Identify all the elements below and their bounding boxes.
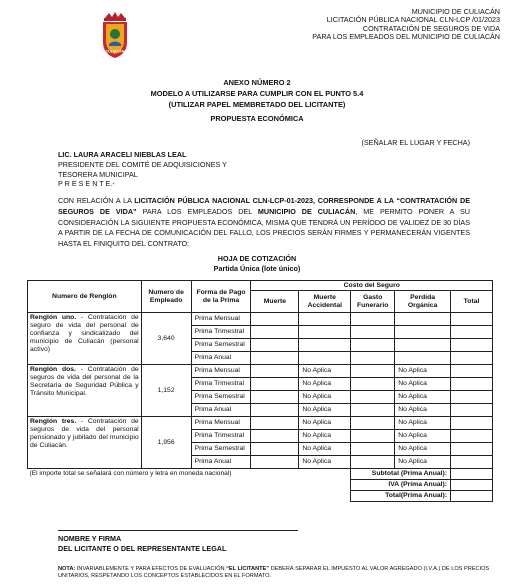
renglon-desc: - Contratación de seguros de vida del personal de la Secretaría de Seguridad Pública y Tránsito Municipal. <box>30 366 139 397</box>
empleados-count: 1,152 <box>141 365 191 417</box>
cell-total[interactable] <box>451 404 493 417</box>
anexo-title: ANEXO NÚMERO 2 <box>223 78 291 87</box>
nota-label: NOTA: <box>58 566 76 572</box>
cell-accidental[interactable]: No Aplica <box>299 417 351 430</box>
table-row <box>28 365 493 378</box>
cell-accidental[interactable]: No Aplica <box>299 391 351 404</box>
cell-total[interactable] <box>451 313 493 326</box>
prima-label: Prima Semestral <box>191 339 251 352</box>
renglon-description <box>28 365 142 417</box>
prima-label: Prima Trimestral <box>191 326 251 339</box>
cell-gasto[interactable] <box>351 417 395 430</box>
nota-bold: “EL LICITANTE” <box>226 566 270 572</box>
renglon-desc: - Contratación de seguros de vida del personal pensionado y jubilado del municipio de Culiacán. <box>30 418 139 449</box>
cell-perdida[interactable]: No Aplica <box>395 443 451 456</box>
nota-text: DEBERÁ SEPARAR EL IMPUESTO AL VALOR AGREGADO (I.V.A.) DE LOS PRECIOS UNITARIOS, RESPETANDO LOS CONCEPTOS ESTABLECIDOS EN EL FORMATO. <box>58 566 490 580</box>
recipient-presente: P R E S E N T E.- <box>58 179 115 189</box>
cell-gasto[interactable] <box>351 430 395 443</box>
header-muerte: Muerte <box>251 291 299 313</box>
cell-gasto[interactable] <box>351 326 395 339</box>
cell-total[interactable] <box>451 391 493 404</box>
cell-perdida[interactable] <box>395 339 451 352</box>
cell-accidental[interactable] <box>299 339 351 352</box>
membretado-title: (UTILIZAR PAPEL MEMBRETADO DEL LICITANTE) <box>168 100 346 109</box>
prima-label: Prima Mensual <box>191 365 251 378</box>
prima-label: Prima Mensual <box>191 313 251 326</box>
cell-total[interactable] <box>451 443 493 456</box>
recipient-block <box>58 150 227 189</box>
cell-perdida[interactable]: No Aplica <box>395 430 451 443</box>
header-line: MUNICIPIO DE CULIACÁN <box>411 7 500 16</box>
prima-label: Prima Anual <box>191 404 251 417</box>
logo-text: CULIACÁN <box>105 49 125 54</box>
footer-note <box>58 566 498 580</box>
table-row <box>28 417 493 430</box>
cell-accidental[interactable] <box>299 352 351 365</box>
header-empleados: Numero de Empleado <box>141 281 191 313</box>
quotation-table <box>27 280 493 502</box>
header-total: Total <box>451 291 493 313</box>
renglon-label: Renglón uno. <box>30 314 77 321</box>
header-muerte-accidental: Muerte Accidental <box>299 291 351 313</box>
cell-gasto[interactable] <box>351 404 395 417</box>
cell-gasto[interactable] <box>351 313 395 326</box>
cell-perdida[interactable] <box>395 326 451 339</box>
recipient-role: PRESIDENTE DEL COMITÉ DE ADQUISICIONES Y <box>58 159 227 169</box>
cell-gasto[interactable] <box>351 339 395 352</box>
paragraph-text: PARA LOS EMPLEADOS DEL <box>136 206 258 216</box>
prima-label: Prima Trimestral <box>191 430 251 443</box>
cell-muerte[interactable] <box>251 313 299 326</box>
cell-total[interactable] <box>451 456 493 469</box>
cell-accidental[interactable]: No Aplica <box>299 456 351 469</box>
iva-value[interactable] <box>451 480 493 491</box>
prima-label: Prima Semestral <box>191 391 251 404</box>
signature-line <box>58 530 298 531</box>
cell-muerte[interactable] <box>251 339 299 352</box>
document-header <box>312 8 500 42</box>
cell-muerte[interactable] <box>251 417 299 430</box>
cell-accidental[interactable] <box>299 326 351 339</box>
cell-accidental[interactable]: No Aplica <box>299 404 351 417</box>
place-date-note: (SEÑALAR EL LUGAR Y FECHA) <box>361 138 470 147</box>
subtotal-value[interactable] <box>451 469 493 480</box>
hoja-title: HOJA DE COTIZACIÓN <box>217 254 297 263</box>
cell-muerte[interactable] <box>251 352 299 365</box>
cell-perdida[interactable]: No Aplica <box>395 417 451 430</box>
cell-total[interactable] <box>451 430 493 443</box>
cell-perdida[interactable]: No Aplica <box>395 365 451 378</box>
header-forma-pago: Forma de Pago de la Prima <box>191 281 251 313</box>
cell-gasto[interactable] <box>351 352 395 365</box>
cell-total[interactable] <box>451 339 493 352</box>
propuesta-title: PROPUESTA ECONÓMICA <box>210 114 304 123</box>
cell-muerte[interactable] <box>251 404 299 417</box>
paragraph-text: CON RELACIÓN A LA <box>58 196 135 205</box>
modelo-title: MODELO A UTILIZARSE PARA CUMPLIR CON EL PUNTO 5.4 <box>150 89 364 98</box>
paragraph-bold: MUNICIPIO DE CULIACÁN <box>257 206 356 216</box>
recipient-name: LIC. LAURA ARACELI NIEBLAS LEAL <box>58 150 187 159</box>
cell-muerte[interactable] <box>251 326 299 339</box>
cell-accidental[interactable]: No Aplica <box>299 443 351 456</box>
cell-total[interactable] <box>451 417 493 430</box>
renglon-label: Renglón dos. <box>30 366 76 373</box>
cell-gasto[interactable] <box>351 456 395 469</box>
renglon-desc: - Contratación de seguro de vida del personal de confianza y sindicalizado del municipio de Culiacán (personal activo) <box>30 314 139 353</box>
prima-label: Prima Anual <box>191 352 251 365</box>
header-perdida-organica: Perdida Orgánica <box>395 291 451 313</box>
cell-gasto[interactable] <box>351 378 395 391</box>
intro-paragraph <box>58 196 470 250</box>
signature-block <box>58 534 226 554</box>
signature-name-label: NOMBRE Y FIRMA <box>58 534 122 543</box>
cell-accidental[interactable] <box>299 313 351 326</box>
cell-total[interactable] <box>451 378 493 391</box>
iva-label: IVA (Prima Anual): <box>351 480 451 491</box>
empleados-count: 1,956 <box>141 417 191 469</box>
header-line: CONTRATACIÓN DE SEGUROS DE VIDA <box>362 23 500 33</box>
renglon-label: Renglón tres. <box>30 418 77 425</box>
cell-gasto[interactable] <box>351 443 395 456</box>
total-value[interactable] <box>451 491 493 502</box>
cell-gasto[interactable] <box>351 391 395 404</box>
cell-perdida[interactable]: No Aplica <box>395 378 451 391</box>
prima-label: Prima Anual <box>191 456 251 469</box>
paragraph-text: , ME PERMITO PONER A SU CONSIDERACIÓN LA SIGUIENTE PROPUESTA ECONÓMICA, MISMA QUE TENDRÁ UN PERÍODO DE VALIDEZ DE 30 DÍAS A PARTIR DE LA FECHA DE COMUNICACIÓN DEL FALLO, LOS PRECIOS SERÁN FIRMES Y PERMANECERÁN VIGENTES HASTA EL FINIQUITO DEL CONTRATO: <box>58 206 470 249</box>
recipient-role: TESORERA MUNICIPAL <box>58 169 138 179</box>
total-label: Total(Prima Anual): <box>351 491 451 502</box>
iva-row <box>28 480 493 491</box>
cell-perdida[interactable]: No Aplica <box>395 404 451 417</box>
cell-accidental[interactable]: No Aplica <box>299 365 351 378</box>
cell-muerte[interactable] <box>251 378 299 391</box>
municipal-seal-logo <box>100 12 130 60</box>
nota-text: INVARIABLEMENTE Y PARA EFECTOS DE EVALUACIÓN <box>75 566 227 572</box>
header-line: LICITACIÓN PÚBLICA NACIONAL CLN-LCP /01/2023 <box>326 15 500 25</box>
prima-label: Prima Mensual <box>191 417 251 430</box>
cell-perdida[interactable]: No Aplica <box>395 456 451 469</box>
cell-total[interactable] <box>451 326 493 339</box>
cell-muerte[interactable] <box>251 443 299 456</box>
cell-muerte[interactable] <box>251 430 299 443</box>
cell-muerte[interactable] <box>251 456 299 469</box>
cell-gasto[interactable] <box>351 365 395 378</box>
header-costo-seguro: Costo del Seguro <box>251 281 493 291</box>
header-line: PARA LOS EMPLEADOS DEL MUNICIPIO DE CULIACÁN <box>312 32 500 42</box>
cell-muerte[interactable] <box>251 391 299 404</box>
cell-accidental[interactable]: No Aplica <box>299 430 351 443</box>
signature-role-label: DEL LICITANTE O DEL REPRESENTANTE LEGAL <box>58 544 227 553</box>
subtotal-label: Subtotal (Prima Anual): <box>351 469 451 480</box>
renglon-description <box>28 313 142 365</box>
cell-accidental[interactable]: No Aplica <box>299 378 351 391</box>
table-row <box>28 313 493 326</box>
hoja-subtitle: Partida Única (lote único) <box>213 264 301 273</box>
prima-label: Prima Trimestral <box>191 378 251 391</box>
paragraph-bold: LICITACIÓN PÚBLICA NACIONAL CLN-LCP-01-2023, CORRESPONDE A LA “CONTRATACIÓN DE SEGUROS DE VIDA” <box>58 196 470 216</box>
total-row <box>28 491 493 502</box>
cell-perdida[interactable]: No Aplica <box>395 391 451 404</box>
header-gasto-funerario: Gasto Funerario <box>351 291 395 313</box>
cell-muerte[interactable] <box>251 365 299 378</box>
subtotal-row <box>28 469 493 480</box>
cell-total[interactable] <box>451 365 493 378</box>
header-renglon: Numero de Renglón <box>28 281 142 313</box>
cell-perdida[interactable] <box>395 352 451 365</box>
importe-note: (El importe total se señalará con número y letra en moneda nacional) <box>29 470 232 478</box>
prima-label: Prima Semestral <box>191 443 251 456</box>
renglon-description <box>28 417 142 469</box>
cell-total[interactable] <box>451 352 493 365</box>
empleados-count: 3,640 <box>141 313 191 365</box>
cell-perdida[interactable] <box>395 313 451 326</box>
